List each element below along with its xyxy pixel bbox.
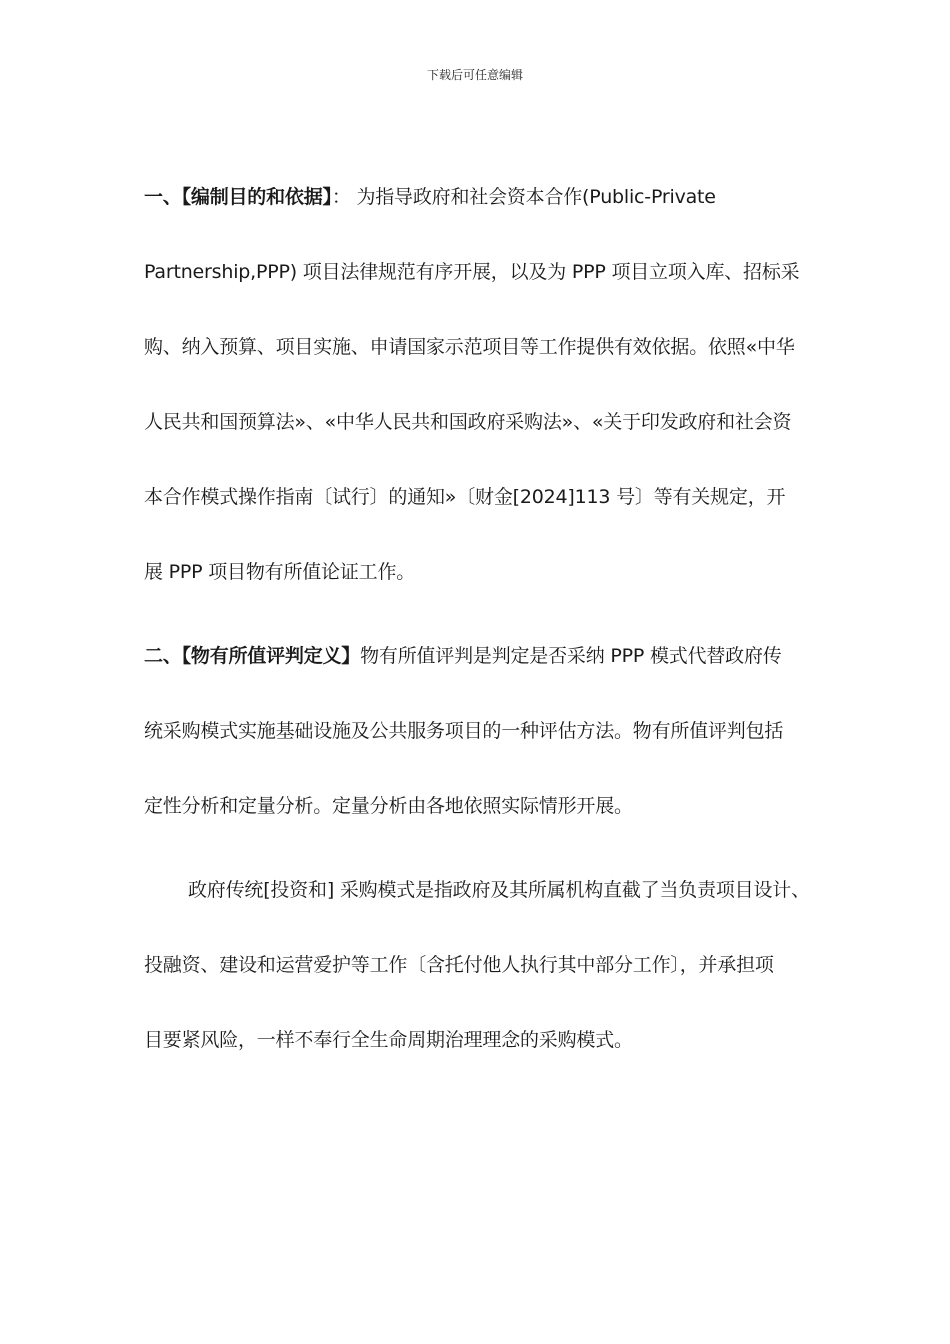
section1-line-5: 本合作模式操作指南〔试行〕的通知»〔财金[2024]113 号〕等有关规定，开 [144,486,786,508]
header-note: 下载后可任意编辑 [426,68,523,82]
section1-line-6: 展 PPP 项目物有所值论证工作。 [144,561,416,583]
section2-text-1: 物有所值评判是判定是否采纳 PPP 模式代替政府传 [360,645,782,667]
paragraph3-line-2: 投融资、建设和运营爱护等工作〔含托付他人执行其中部分工作〕，并承担项 [144,954,774,976]
paragraph3-line-3: 目要紧风险，一样不奉行全生命周期治理理念的采购模式。 [144,1029,633,1051]
section1-line-2: Partnership,PPP) 项目法律规范有序开展，以及为 PPP 项目立项入库、招标采 [144,261,800,283]
section1-line-4: 人民共和国预算法»、«中华人民共和国政府采购法»、«关于印发政府和社会资 [144,411,792,433]
section1-line-3: 购、纳入预算、项目实施、申请国家示范项目等工作提供有效依据。依照«中华 [144,336,795,358]
section1-line-1 [144,184,716,210]
section1-text-1: ： 为指导政府和社会资本合作(Public-Private [331,186,716,208]
section2-line-2: 统采购模式实施基础设施及公共服务项目的一种评估方法。物有所值评判包括 [144,720,784,742]
section2-heading: 二、【物有所值评判定义】 [144,645,361,667]
section2-line-3: 定性分析和定量分析。定量分析由各地依照实际情形开展。 [144,795,633,817]
paragraph3-line-1: 政府传统[投资和] 采购模式是指政府及其所属机构直截了当负责项目设计、 [188,879,810,901]
section2-line-1 [144,643,782,669]
section1-heading: 一、【编制目的和依据】 [144,186,332,208]
